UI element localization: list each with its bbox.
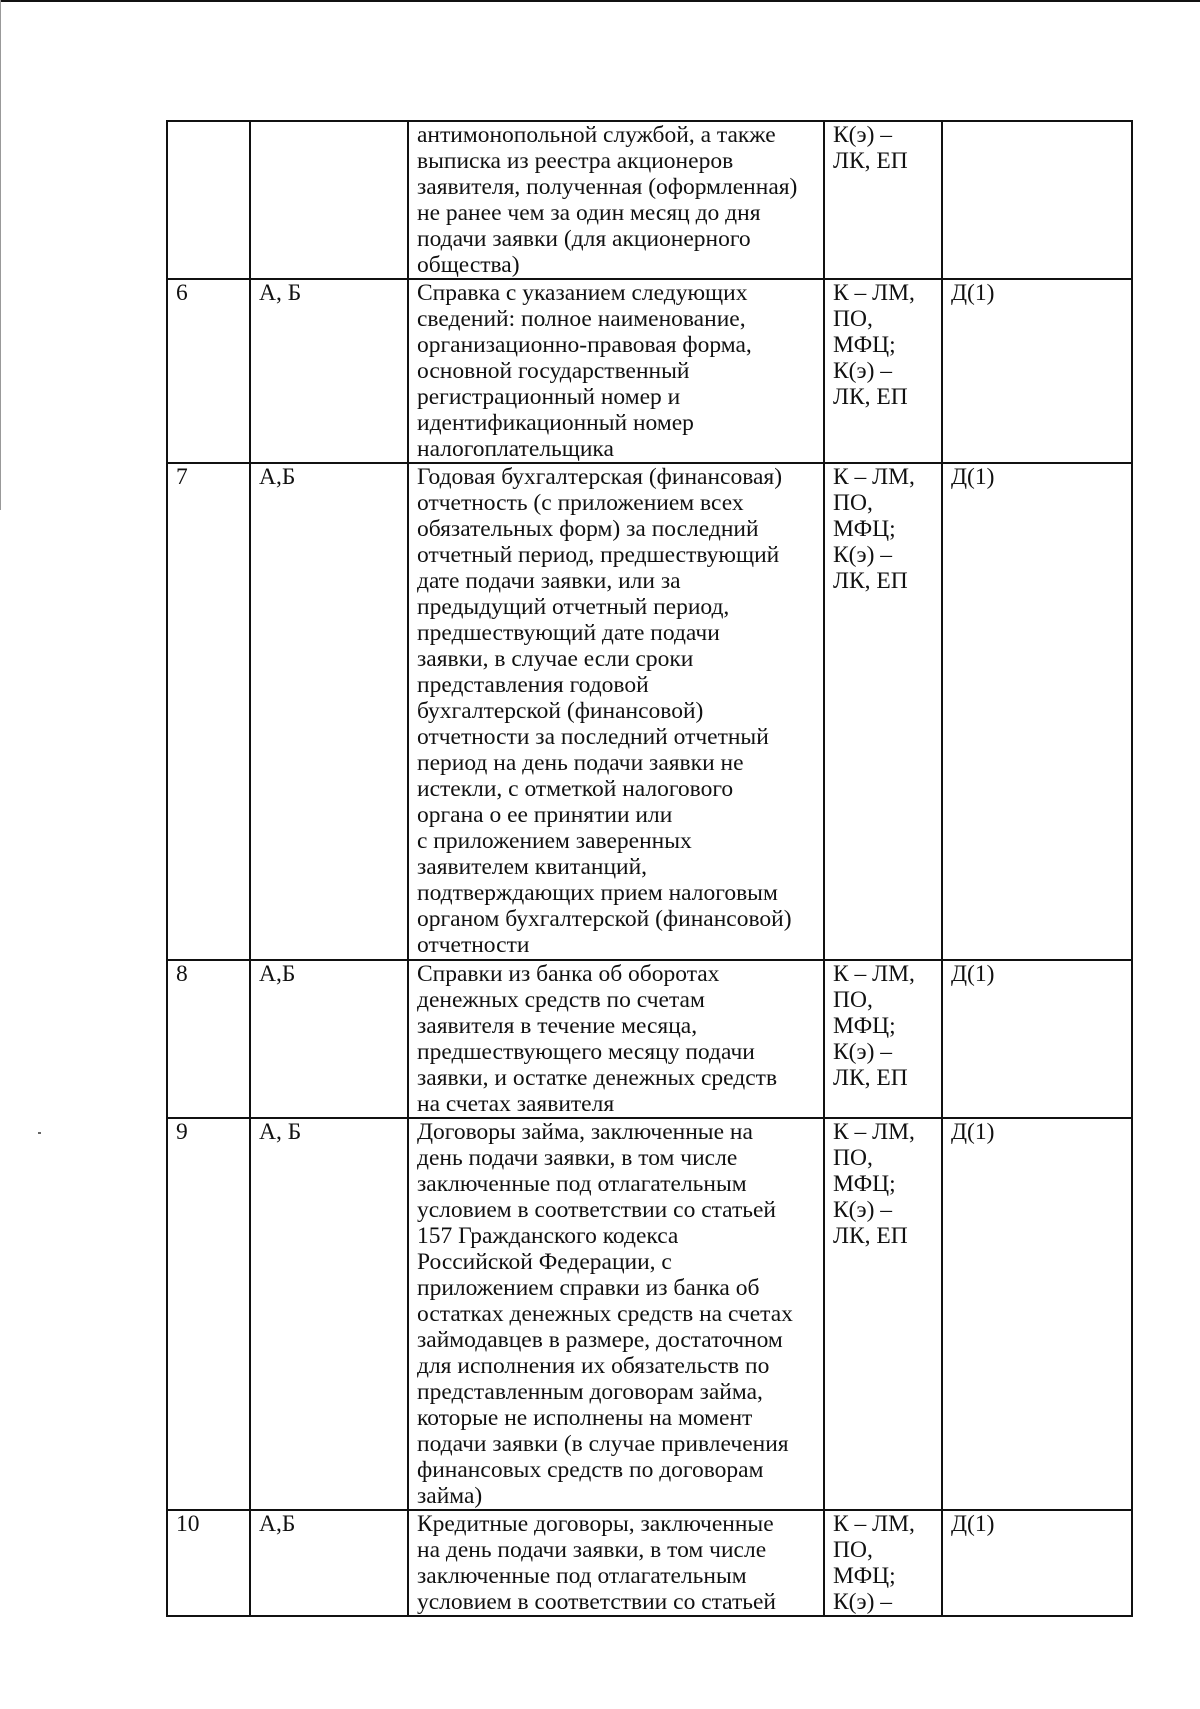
document-description-cell-line: основной государственный xyxy=(417,358,690,384)
submission-form-cell-line: ПО, xyxy=(833,1145,873,1171)
document-description-cell-line: истекли, с отметкой налогового xyxy=(417,776,734,802)
document-description-cell-line: займодавцев в размере, достаточном xyxy=(417,1327,783,1353)
document-description-cell-line: предшествующего месяцу подачи xyxy=(417,1039,755,1065)
row-number-cell: 6 xyxy=(167,279,250,463)
document-description-cell-line: подачи заявки (для акционерного xyxy=(417,226,751,252)
table-row xyxy=(167,1118,1132,1510)
document-description-cell-line: приложением справки из банка об xyxy=(417,1275,760,1301)
row-number-cell: 9 xyxy=(167,1118,250,1510)
documents-table xyxy=(166,120,1133,1617)
document-description-cell-line: Справки из банка об оборотах xyxy=(417,961,720,987)
document-description-cell-line: Справка с указанием следующих xyxy=(417,280,748,306)
note-cell: Д(1) xyxy=(942,279,1132,463)
document-description-cell-line: отчетности xyxy=(417,932,530,958)
document-description-cell xyxy=(408,960,824,1118)
document-description-cell-line: на счетах заявителя xyxy=(417,1091,615,1117)
document-description-cell-line: заключенные под отлагательным xyxy=(417,1171,747,1197)
document-description-cell-line: условием в соответствии со статьей xyxy=(417,1589,776,1615)
applicant-category-cell: А,Б xyxy=(250,1510,408,1616)
submission-form-cell-line: ЛК, ЕП xyxy=(833,1223,908,1249)
document-description-cell-line: организационно-правовая форма, xyxy=(417,332,752,358)
document-description-cell-line: остатках денежных средств на счетах xyxy=(417,1301,793,1327)
document-description-cell-line: органа о ее принятии или xyxy=(417,802,673,828)
table-row xyxy=(167,1510,1132,1616)
document-description-cell-line: общества) xyxy=(417,252,520,278)
document-description-cell-line: бухгалтерской (финансовой) xyxy=(417,698,704,724)
submission-form-cell xyxy=(824,121,942,279)
document-description-cell-line: Договоры займа, заключенные на xyxy=(417,1119,753,1145)
document-description-cell-line: заявки, и остатке денежных средств xyxy=(417,1065,778,1091)
submission-form-cell-line: МФЦ; xyxy=(833,332,896,358)
document-description-cell-line: которые не исполнены на момент xyxy=(417,1405,753,1431)
scan-speck xyxy=(38,1132,41,1134)
submission-form-cell-line: ЛК, ЕП xyxy=(833,1065,908,1091)
submission-form-cell-line: К(э) – xyxy=(833,542,893,568)
document-description-cell-line: отчетный период, предшествующий xyxy=(417,542,780,568)
documents-table-body xyxy=(167,121,1132,1616)
document-description-cell-line: с приложением заверенных xyxy=(417,828,692,854)
submission-form-cell-line: ЛК, ЕП xyxy=(833,148,908,174)
submission-form-cell-line: МФЦ; xyxy=(833,516,896,542)
document-description-cell-line: антимонопольной службой, а также xyxy=(417,122,776,148)
table-row xyxy=(167,121,1132,279)
document-description-cell-line: налогоплательщика xyxy=(417,436,614,462)
applicant-category-cell: А, Б xyxy=(250,279,408,463)
applicant-category-cell: А,Б xyxy=(250,960,408,1118)
applicant-category-cell: А, Б xyxy=(250,1118,408,1510)
document-description-cell-line: заключенные под отлагательным xyxy=(417,1563,747,1589)
submission-form-cell-line: К – ЛМ, xyxy=(833,1119,915,1145)
document-description-cell-line: период на день подачи заявки не xyxy=(417,750,744,776)
row-number-cell: 7 xyxy=(167,463,250,960)
document-description-cell xyxy=(408,279,824,463)
document-description-cell-line: выписка из реестра акционеров xyxy=(417,148,734,174)
document-description-cell-line: подтверждающих прием налоговым xyxy=(417,880,778,906)
document-description-cell xyxy=(408,463,824,960)
submission-form-cell-line: ПО, xyxy=(833,306,873,332)
document-description-cell-line: не ранее чем за один месяц до дня xyxy=(417,200,761,226)
document-description-cell-line: Кредитные договоры, заключенные xyxy=(417,1511,774,1537)
document-description-cell-line: на день подачи заявки, в том числе xyxy=(417,1537,767,1563)
submission-form-cell-line: К(э) – xyxy=(833,358,893,384)
row-number-cell: 8 xyxy=(167,960,250,1118)
submission-form-cell xyxy=(824,279,942,463)
page-left-edge xyxy=(0,0,1,510)
row-number-cell xyxy=(167,121,250,279)
document-description-cell-line: Российской Федерации, с xyxy=(417,1249,672,1275)
submission-form-cell-line: К – ЛМ, xyxy=(833,961,915,987)
submission-form-cell-line: МФЦ; xyxy=(833,1013,896,1039)
note-cell: Д(1) xyxy=(942,960,1132,1118)
document-description-cell-line: заявителем квитанций, xyxy=(417,854,648,880)
document-description-cell-line: подачи заявки (в случае привлечения xyxy=(417,1431,789,1457)
document-description-cell-line: сведений: полное наименование, xyxy=(417,306,746,332)
document-description-cell-line: условием в соответствии со статьей xyxy=(417,1197,776,1223)
document-description-cell-line: представления годовой xyxy=(417,672,649,698)
document-description-cell xyxy=(408,121,824,279)
submission-form-cell-line: К(э) – xyxy=(833,122,893,148)
submission-form-cell-line: К(э) – xyxy=(833,1589,893,1615)
document-description-cell-line: дате подачи заявки, или за xyxy=(417,568,681,594)
document-description-cell-line: займа) xyxy=(417,1483,483,1509)
note-cell xyxy=(942,121,1132,279)
submission-form-cell-line: ПО, xyxy=(833,1537,873,1563)
submission-form-cell xyxy=(824,1510,942,1616)
applicant-category-cell xyxy=(250,121,408,279)
note-cell: Д(1) xyxy=(942,1118,1132,1510)
document-description-cell-line: день подачи заявки, в том числе xyxy=(417,1145,738,1171)
submission-form-cell-line: ЛК, ЕП xyxy=(833,568,908,594)
submission-form-cell xyxy=(824,1118,942,1510)
document-description-cell-line: представленным договорам займа, xyxy=(417,1379,763,1405)
row-number-cell: 10 xyxy=(167,1510,250,1616)
document-description-cell-line: для исполнения их обязательств по xyxy=(417,1353,770,1379)
document-description-cell-line: денежных средств по счетам xyxy=(417,987,705,1013)
document-description-cell-line: предшествующий дате подачи xyxy=(417,620,720,646)
document-description-cell-line: органом бухгалтерской (финансовой) xyxy=(417,906,792,932)
submission-form-cell-line: К – ЛМ, xyxy=(833,464,915,490)
submission-form-cell-line: К(э) – xyxy=(833,1039,893,1065)
table-row xyxy=(167,960,1132,1118)
submission-form-cell-line: ЛК, ЕП xyxy=(833,384,908,410)
document-description-cell-line: заявителя, полученная (оформленная) xyxy=(417,174,798,200)
page-top-edge xyxy=(0,0,1200,2)
applicant-category-cell: А,Б xyxy=(250,463,408,960)
submission-form-cell xyxy=(824,463,942,960)
note-cell: Д(1) xyxy=(942,463,1132,960)
submission-form-cell-line: К(э) – xyxy=(833,1197,893,1223)
document-description-cell-line: отчетность (с приложением всех xyxy=(417,490,744,516)
document-description-cell-line: Годовая бухгалтерская (финансовая) xyxy=(417,464,783,490)
document-description-cell xyxy=(408,1118,824,1510)
document-description-cell-line: финансовых средств по договорам xyxy=(417,1457,764,1483)
document-description-cell xyxy=(408,1510,824,1616)
submission-form-cell-line: К – ЛМ, xyxy=(833,1511,915,1537)
table-row xyxy=(167,463,1132,960)
document-description-cell-line: заявки, в случае если сроки xyxy=(417,646,694,672)
document-description-cell-line: заявителя в течение месяца, xyxy=(417,1013,698,1039)
document-description-cell-line: 157 Гражданского кодекса xyxy=(417,1223,679,1249)
submission-form-cell-line: ПО, xyxy=(833,987,873,1013)
submission-form-cell-line: ПО, xyxy=(833,490,873,516)
submission-form-cell-line: МФЦ; xyxy=(833,1563,896,1589)
note-cell: Д(1) xyxy=(942,1510,1132,1616)
document-description-cell-line: обязательных форм) за последний xyxy=(417,516,759,542)
table-row xyxy=(167,279,1132,463)
submission-form-cell xyxy=(824,960,942,1118)
document-description-cell-line: предыдущий отчетный период, xyxy=(417,594,730,620)
document-description-cell-line: идентификационный номер xyxy=(417,410,694,436)
document-description-cell-line: отчетности за последний отчетный xyxy=(417,724,769,750)
submission-form-cell-line: К – ЛМ, xyxy=(833,280,915,306)
submission-form-cell-line: МФЦ; xyxy=(833,1171,896,1197)
document-description-cell-line: регистрационный номер и xyxy=(417,384,681,410)
